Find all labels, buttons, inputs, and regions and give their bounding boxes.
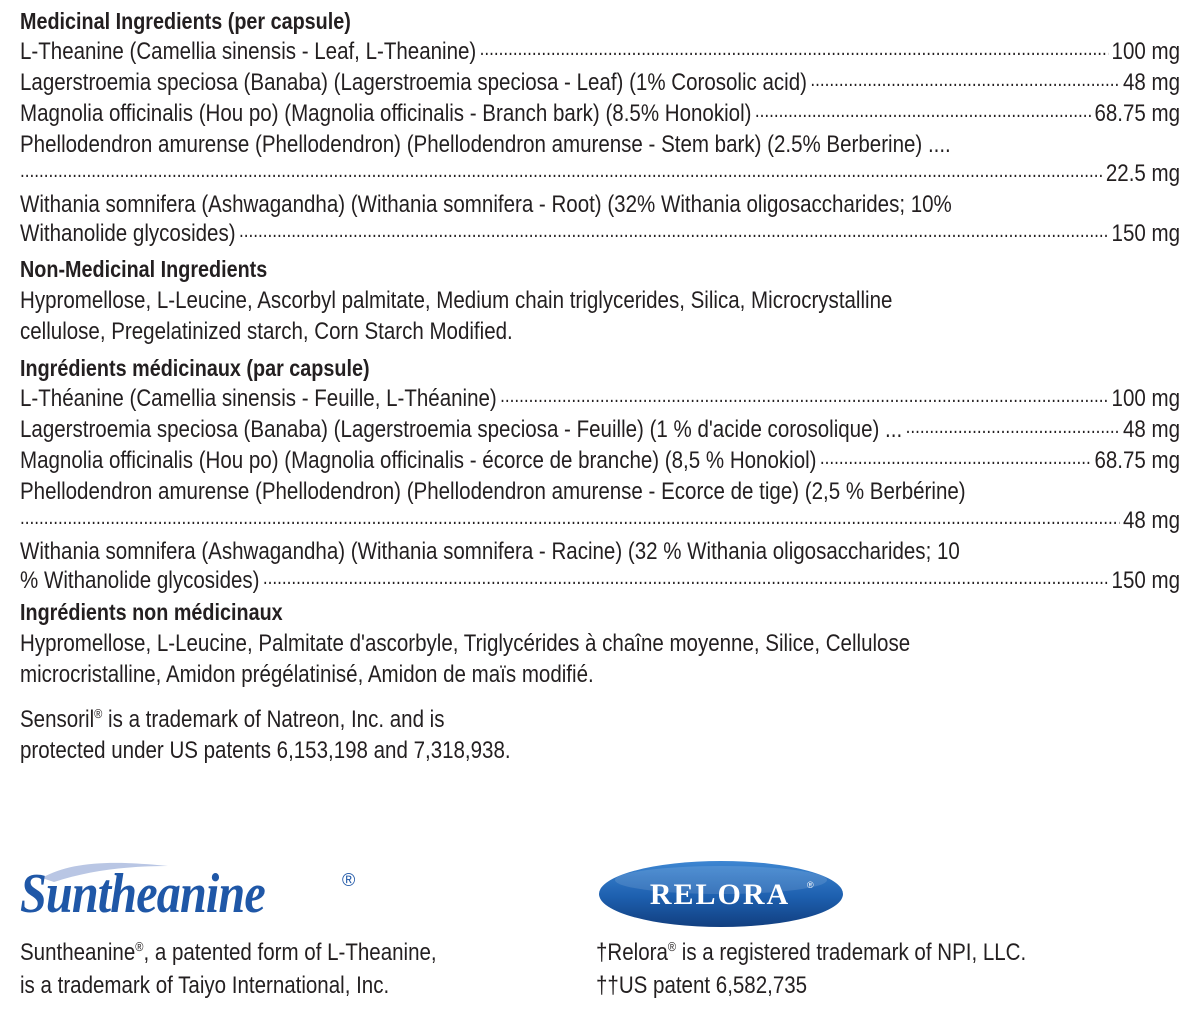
ingredient-row-continuation (20, 159, 1180, 190)
ingredient-row: Phellodendron amurense (Phellodendron) (Phellodendron amurense - Stem bark) (2.5% Berberine) .... (20, 131, 951, 158)
trademark-line: protected under US patents 6,153,198 and 7,318,938. (20, 737, 511, 764)
ingredient-row: Magnolia officinalis (Hou po) (Magnolia officinalis - écorce de branche) (8,5 % Honokiol) ..... 68.75 mg (20, 446, 1180, 477)
ingredient-row: L-Theanine (Camellia sinensis - Leaf, L-Theanine) ..... 100 mg (20, 37, 1180, 68)
ingredient-amount: 22.5 mg (1105, 160, 1181, 187)
ingredient-list-line: microcristalline, Amidon prégélatinisé, Amidon de maïs modifié. (20, 661, 594, 688)
ingredient-list-line: Hypromellose, L-Leucine, Palmitate d'ascorbyle, Triglycérides à chaîne moyenne, Silice, Cellulose (20, 630, 911, 657)
ingredient-row: Withania somnifera (Ashwagandha) (Withania somnifera - Racine) (32 % Withania oligosaccharides; 10 (20, 538, 960, 565)
ingredient-list-line: Hypromellose, L-Leucine, Ascorbyl palmitate, Medium chain triglycerides, Silica, Microcrystalline (20, 287, 893, 314)
ingredient-label (20, 6, 1180, 766)
ingredient-amount: 48 mg (1122, 416, 1181, 443)
section-heading: Non-Medicinal Ingredients (20, 256, 268, 282)
ingredient-amount: 48 mg (1122, 507, 1181, 534)
ingredient-row-continuation (20, 506, 1180, 537)
ingredient-amount: 150 mg (1111, 220, 1181, 247)
section-heading: Medicinal Ingredients (per capsule) (20, 8, 351, 34)
ingredient-row-continuation: Withanolide glycosides) ..... 150 mg (20, 219, 1180, 250)
non-medicinal-ingredients-section-fr (20, 597, 1180, 690)
trademark-line: Suntheanine®, a patented form of L-Theanine, (20, 939, 437, 966)
registered-mark: ® (807, 880, 814, 890)
trademark-line: †Relora® is a registered trademark of NPI, LLC. (596, 939, 1027, 966)
ingredient-row: L-Théanine (Camellia sinensis - Feuille, L-Théanine) ..... 100 mg (20, 384, 1180, 415)
registered-mark: ® (342, 870, 356, 890)
ingredient-row: Magnolia officinalis (Hou po) (Magnolia officinalis - Branch bark) (8.5% Honokiol) ..... 68.75 mg (20, 99, 1180, 130)
relora-logo (596, 858, 846, 930)
ingredient-amount: 68.75 mg (1094, 100, 1181, 127)
ingredient-row: Lagerstroemia speciosa (Banaba) (Lagerstroemia speciosa - Leaf) (1% Corosolic acid) ..... 48 mg (20, 68, 1180, 99)
ingredient-amount: 48 mg (1122, 69, 1181, 96)
medicinal-ingredients-section (20, 6, 1180, 250)
suntheanine-trademark-note (20, 930, 437, 1002)
ingredient-amount: 100 mg (1111, 385, 1181, 412)
ingredient-amount: 150 mg (1111, 567, 1181, 594)
medicinal-ingredients-section-fr (20, 353, 1180, 597)
relora-badge (596, 858, 846, 930)
suntheanine-logo (20, 862, 380, 932)
ingredient-amount: 100 mg (1111, 38, 1181, 65)
trademark-line: is a trademark of Taiyo International, Inc. (20, 972, 390, 999)
ingredient-row: Withania somnifera (Ashwagandha) (Withania somnifera - Root) (32% Withania oligosaccharides; 10% (20, 191, 952, 218)
section-heading: Ingrédients non médicinaux (20, 599, 283, 625)
ingredient-row: Phellodendron amurense (Phellodendron) (Phellodendron amurense - Ecorce de tige) (2,5 % Berbérine) (20, 478, 966, 505)
ingredient-amount: 68.75 mg (1094, 447, 1181, 474)
relora-wordmark: RELORA (649, 878, 791, 911)
ingredient-row: Lagerstroemia speciosa (Banaba) (Lagerstroemia speciosa - Feuille) (1 % d'acide corosolique) ... ..... 48 mg (20, 415, 1180, 446)
suntheanine-wordmark: Suntheanine (20, 863, 265, 925)
sensoril-trademark-note (20, 698, 1180, 766)
relora-trademark-note (596, 930, 1026, 1002)
trademark-line: Sensoril® is a trademark of Natreon, Inc. and is (20, 706, 445, 733)
ingredient-row-continuation: % Withanolide glycosides) ..... 150 mg (20, 566, 1180, 597)
section-heading: Ingrédients médicinaux (par capsule) (20, 355, 370, 381)
patent-line: ††US patent 6,582,735 (596, 972, 808, 999)
ingredient-list-line: cellulose, Pregelatinized starch, Corn Starch Modified. (20, 318, 513, 345)
non-medicinal-ingredients-section (20, 254, 1180, 347)
